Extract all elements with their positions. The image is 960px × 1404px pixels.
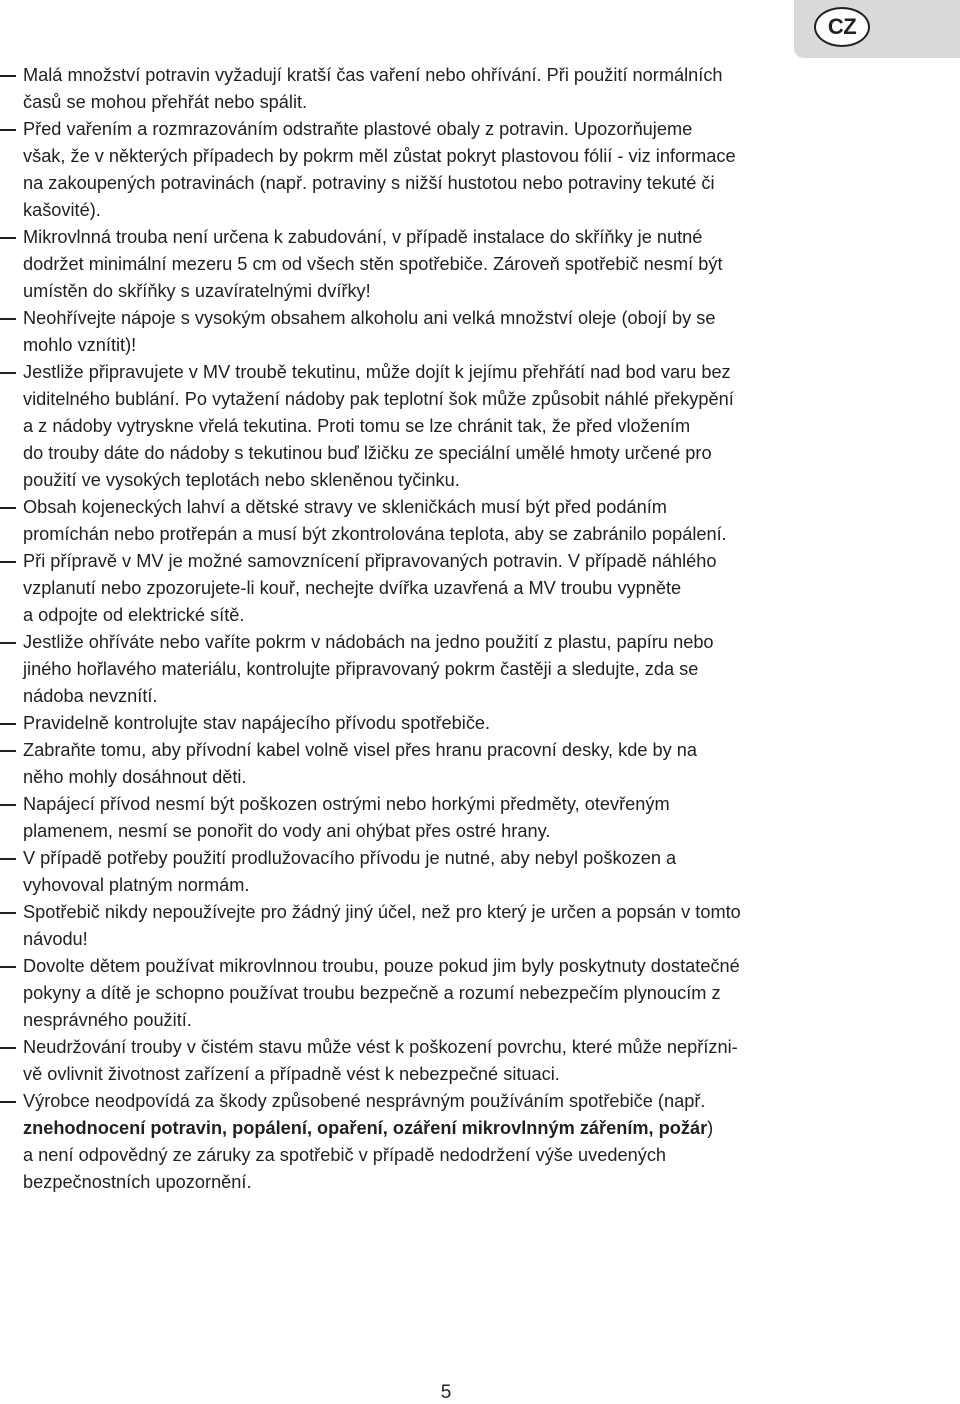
language-code: CZ bbox=[827, 14, 857, 39]
list-item: Neudržování trouby v čistém stavu může vést k poškození povrchu, které může nepřízni- vě ovlivnit životnost zařízení a případně vést k nebezpečné situaci. bbox=[0, 1034, 890, 1088]
list-item: Zabraňte tomu, aby přívodní kabel volně visel přes hranu pracovní desky, kde by na něho mohly dosáhnout děti. bbox=[0, 737, 890, 791]
dash-bullet bbox=[0, 237, 16, 239]
dash-bullet bbox=[0, 561, 16, 563]
dash-bullet bbox=[0, 318, 16, 320]
language-badge bbox=[814, 7, 870, 47]
dash-bullet bbox=[0, 129, 16, 131]
list-item: Obsah kojeneckých lahví a dětské stravy ve skleničkách musí být před podáním promíchán nebo protřepán a musí být zkontrolována teplota, aby se zabránilo popálení. bbox=[0, 494, 890, 548]
list-item: V případě potřeby použití prodlužovacího přívodu je nutné, aby nebyl poškozen a vyhovoval platným normám. bbox=[0, 845, 890, 899]
list-item: Jestliže připravujete v MV troubě tekutinu, může dojít k jejímu přehřátí nad bod varu bez viditelného bublání. Po vytažení nádoby pak teplotní šok může způsobit náhlé překypění a z nádoby vytryskne vřelá tekutina. Proti tomu se lze chránit tak, že před vložením do trouby dáte do nádoby s tekutinou buď lžičku ze speciální umělé hmoty určené pro použití ve vysokých teplotách nebo skleněnou tyčinku. bbox=[0, 359, 890, 494]
list-item: Napájecí přívod nesmí být poškozen ostrými nebo horkými předměty, otevřeným plamenem, nesmí se ponořit do vody ani ohýbat přes ostré hrany. bbox=[0, 791, 890, 845]
list-item: Při přípravě v MV je možné samovznícení připravovaných potravin. V případě náhlého vzplanutí nebo zpozorujete-li kouř, nechejte dvířka uzavřená a MV troubu vypněte a odpojte od elektrické sítě. bbox=[0, 548, 890, 629]
list-item: Před vařením a rozmrazováním odstraňte plastové obaly z potravin. Upozorňujeme však, že v některých případech by pokrm měl zůstat pokryt plastovou fólií - viz informace na zakoupených potravinách (např. potraviny s nižší hustotou nebo potraviny tekuté či kašovité). bbox=[0, 116, 890, 224]
dash-bullet bbox=[0, 75, 16, 77]
list-item: Spotřebič nikdy nepoužívejte pro žádný jiný účel, než pro který je určen a popsán v tomto návodu! bbox=[0, 899, 890, 953]
safety-instructions-list bbox=[0, 62, 890, 1196]
bold-phrase: znehodnocení potravin, popálení, opaření, ozáření mikrovlnným zářením, požár bbox=[23, 1118, 708, 1138]
dash-bullet bbox=[0, 507, 16, 509]
list-item: Výrobce neodpovídá za škody způsobené nesprávným používáním spotřebiče (např. znehodnocení potravin, popálení, opaření, ozáření mikrovlnným zářením, požár) a není odpovědný ze záruky za spotřebič v případě nedodržení výše uvedených bezpečnostních upozornění. bbox=[0, 1088, 890, 1196]
dash-bullet bbox=[0, 1101, 16, 1103]
dash-bullet bbox=[0, 1047, 16, 1049]
dash-bullet bbox=[0, 912, 16, 914]
list-item: Malá množství potravin vyžadují kratší čas vaření nebo ohřívání. Při použití normálních časů se mohou přehřát nebo spálit. bbox=[0, 62, 890, 116]
list-item: Mikrovlnná trouba není určena k zabudování, v případě instalace do skříňky je nutné dodržet minimální mezeru 5 cm od všech stěn spotřebiče. Zároveň spotřebič nesmí být umístěn do skříňky s uzavíratelnými dvířky! bbox=[0, 224, 890, 305]
dash-bullet bbox=[0, 804, 16, 806]
dash-bullet bbox=[0, 858, 16, 860]
list-item: Neohřívejte nápoje s vysokým obsahem alkoholu ani velká množství oleje (obojí by se mohlo vznítit)! bbox=[0, 305, 890, 359]
dash-bullet bbox=[0, 966, 16, 968]
list-item: Dovolte dětem používat mikrovlnnou troubu, pouze pokud jim byly poskytnuty dostatečné pokyny a dítě je schopno používat troubu bezpečně a rozumí nebezpečím plynoucím z nesprávného použití. bbox=[0, 953, 890, 1034]
page-number: 5 bbox=[440, 1382, 452, 1403]
dash-bullet bbox=[0, 750, 16, 752]
list-item: Jestliže ohříváte nebo vaříte pokrm v nádobách na jedno použití z plastu, papíru nebo jiného hořlavého materiálu, kontrolujte připravovaný pokrm častěji a sledujte, zda se nádoba nevznítí. bbox=[0, 629, 890, 710]
dash-bullet bbox=[0, 642, 16, 644]
dash-bullet bbox=[0, 723, 16, 725]
list-item: Pravidelně kontrolujte stav napájecího přívodu spotřebiče. bbox=[0, 710, 890, 737]
dash-bullet bbox=[0, 372, 16, 374]
